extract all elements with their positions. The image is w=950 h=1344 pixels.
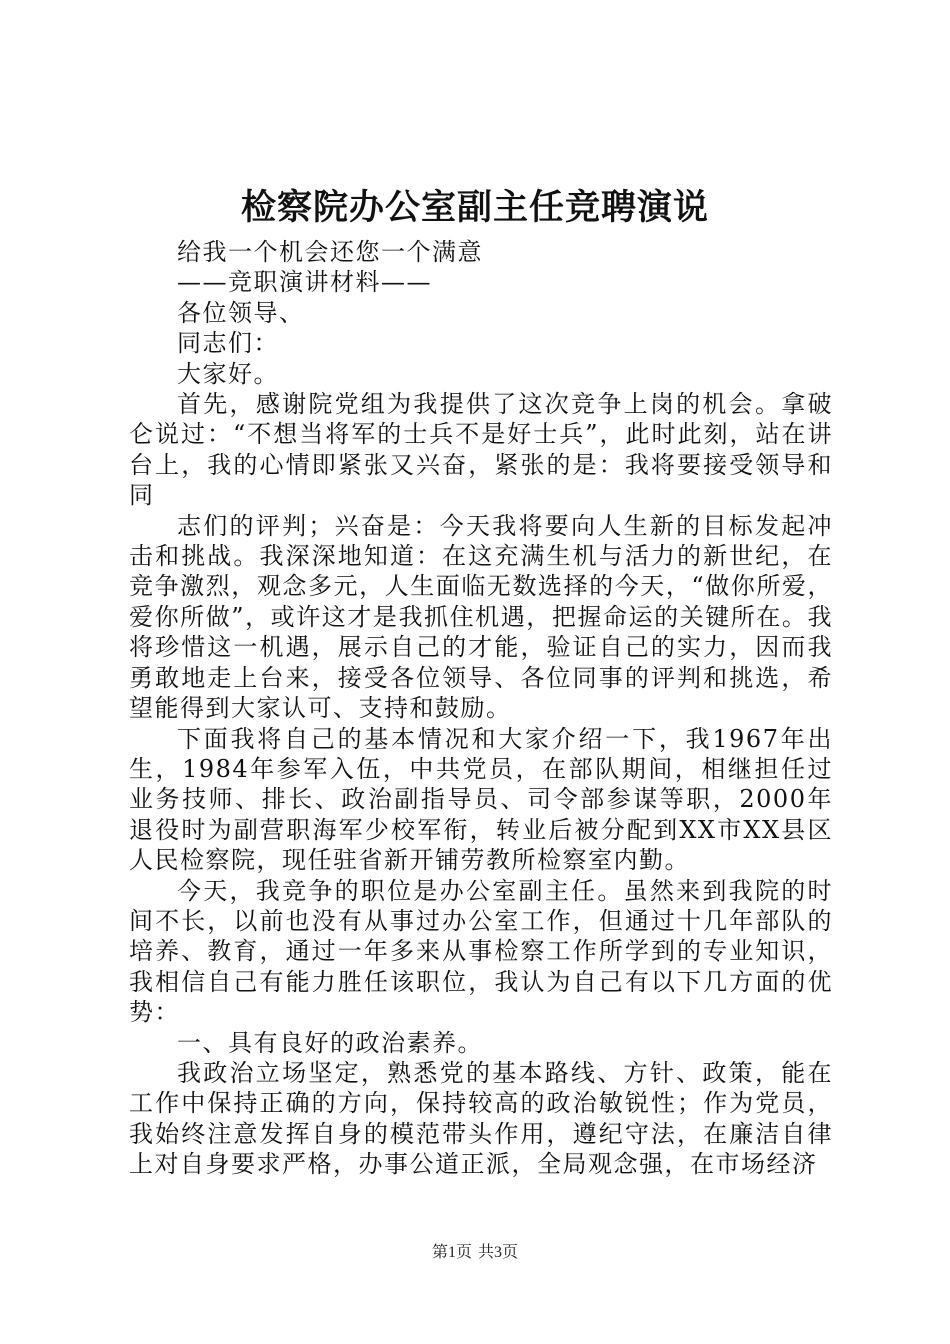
paragraph-challenge: 志们的评判；兴奋是：今天我将要向人生新的目标发起冲击和挑战。我深深地知道：在这充满生机与活力的新世纪，在竞争激烈，观念多元，人生面临无数选择的今天，“做你所爱，爱你所做”，或许这才是我抓住机遇，把握命运的关键所在。我将珍惜这一机遇，展示自己的才能，验证自己的实力，因而我勇敢地走上台来，接受各位领导、各位同事的评判和挑选，希望能得到大家认可、支持和鼓励。 [129, 511, 833, 723]
document-body [129, 237, 833, 1180]
paragraph-background: 下面我将自己的基本情况和大家介绍一下，我1967年出生，1984年参军入伍，中共党员，在部队期间，相继担任过业务技师、排长、政治副指导员、司令部参谋等职，2000年退役时为副营职海军少校军衔，转业后被分配到XX市XX县区人民检察院，现任驻省新开铺劳教所检察室内勤。 [129, 724, 833, 875]
paragraph-intro: 首先，感谢院党组为我提供了这次竞争上岗的机会。拿破仑说过：“不想当将军的士兵不是好士兵”，此时此刻，站在讲台上，我的心情即紧张又兴奋，紧张的是：我将要接受领导和同 [129, 390, 833, 510]
subtitle-slogan: 给我一个机会还您一个满意 [177, 238, 483, 266]
salutation-leaders: 各位领导、 [177, 298, 305, 327]
salutation-comrades: 同志们： [177, 329, 279, 358]
greeting: 大家好。 [177, 359, 279, 388]
paragraph-political: 我政治立场坚定，熟悉党的基本路线、方针、政策，能在工作中保持正确的方向，保持较高的政治敏锐性；作为党员，我始终注意发挥自身的模范带头作用，遵纪守法，在廉洁自律上对自身要求严格，办事公道正派，全局观念强，在市场经济 [129, 1058, 833, 1179]
document-title: 检察院办公室副主任竞聘演说 [240, 187, 709, 228]
page-number: 第1页 共3页 [431, 1244, 518, 1261]
section-heading-political: 一、具有良好的政治素养。 [177, 1028, 483, 1057]
paragraph-position: 今天，我竞争的职位是办公室副主任。虽然来到我院的时间不长，以前也没有从事过办公室工作，但通过十几年部队的培养、教育，通过一年多来从事检察工作所学到的专业知识，我相信自己有能力胜任该职位，我认为自己有以下几方面的优势： [129, 876, 833, 1027]
subtitle-material: ——竞职演讲材料—— [177, 268, 432, 297]
